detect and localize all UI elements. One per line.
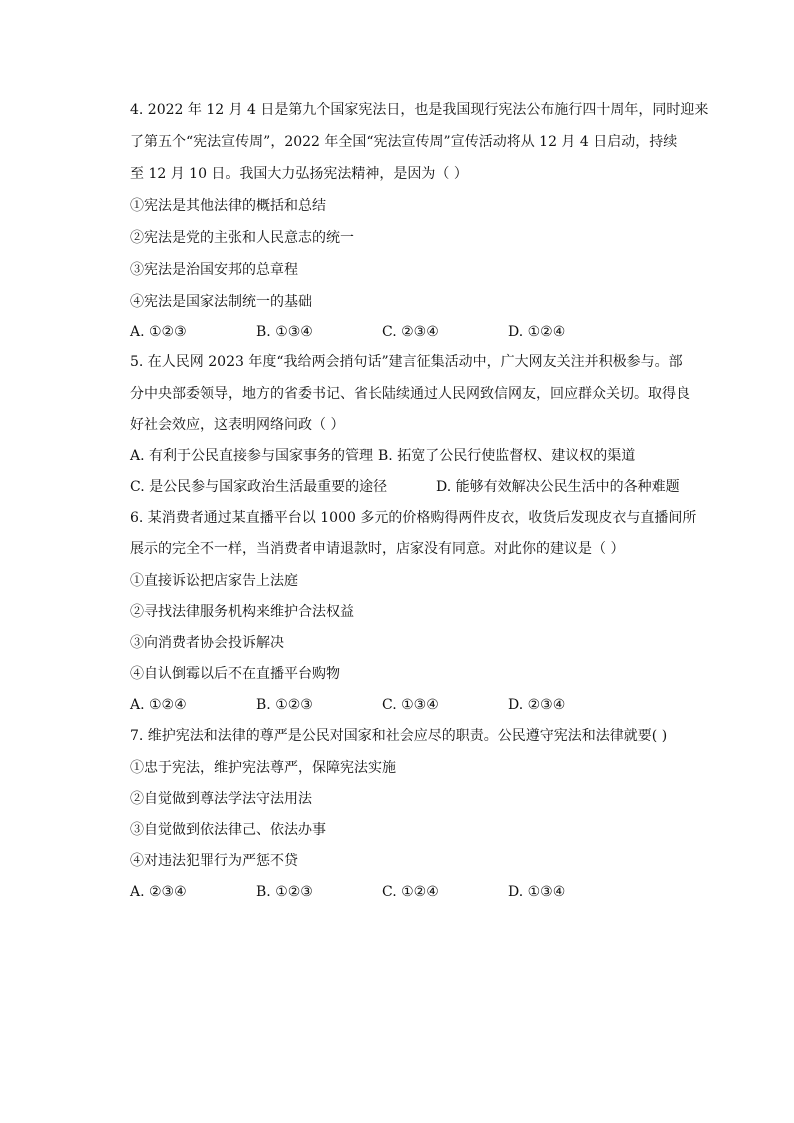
q6-item-3: ③向消费者协会投诉解决 bbox=[130, 635, 284, 651]
q7-item-4: ④对违法犯罪行为严惩不贷 bbox=[130, 853, 298, 869]
q4-stem-line-2: 了第五个“宪法宣传周”，2022 年全国“宪法宣传周”宣传活动将从 12 月 4 日启动，持续 bbox=[130, 134, 678, 150]
q6-option-a: A. ①②④ bbox=[130, 697, 187, 713]
q5-option-c: C. 是公民参与国家政治生活最重要的途径 bbox=[130, 479, 388, 495]
q7-option-a: A. ②③④ bbox=[130, 884, 187, 900]
q7-option-d: D. ①③④ bbox=[508, 884, 566, 900]
q4-stem-line-1: 4. 2022 年 12 月 4 日是第九个国家宪法日，也是我国现行宪法公布施行四十周年，同时迎来 bbox=[130, 102, 709, 118]
q4-item-4: ④宪法是国家法制统一的基础 bbox=[130, 294, 312, 310]
q4-item-2: ②宪法是党的主张和人民意志的统一 bbox=[130, 230, 354, 246]
q5-stem-line-3: 好社会效应，这表明网络问政（ ） bbox=[130, 417, 345, 433]
q4-item-3: ③宪法是治国安邦的总章程 bbox=[130, 262, 298, 278]
q5-stem-line-2: 分中央部委领导，地方的省委书记、省长陆续通过人民网致信网友，回应群众关切。取得良 bbox=[130, 386, 690, 402]
q4-stem-line-3: 至 12 月 10 日。我国大力弘扬宪法精神，是因为（ ） bbox=[130, 166, 468, 182]
q7-item-1: ①忠于宪法，维护宪法尊严，保障宪法实施 bbox=[130, 760, 396, 776]
q4-option-d: D. ①②④ bbox=[508, 324, 566, 340]
q7-option-c: C. ①②④ bbox=[382, 884, 439, 900]
q4-item-1: ①宪法是其他法律的概括和总结 bbox=[130, 198, 326, 214]
q6-stem-line-2: 展示的完全不一样，当消费者申请退款时，店家没有同意。对此你的建议是（ ） bbox=[130, 541, 625, 557]
q6-item-4: ④自认倒霉以后不在直播平台购物 bbox=[130, 666, 340, 682]
q5-stem-line-1: 5. 在人民网 2023 年度“我给两会捎句话”建言征集活动中，广大网友关注并积极参与。部 bbox=[130, 354, 683, 370]
q6-stem-line-1: 6. 某消费者通过某直播平台以 1000 多元的价格购得两件皮衣，收货后发现皮衣与直播间所 bbox=[130, 510, 697, 526]
q6-item-2: ②寻找法律服务机构来维护合法权益 bbox=[130, 604, 354, 620]
q6-option-b: B. ①②③ bbox=[256, 697, 313, 713]
q6-option-d: D. ②③④ bbox=[508, 697, 566, 713]
q6-option-c: C. ①③④ bbox=[382, 697, 439, 713]
q7-option-b: B. ①②③ bbox=[256, 884, 313, 900]
q7-item-2: ②自觉做到尊法学法守法用法 bbox=[130, 791, 312, 807]
q4-option-a: A. ①②③ bbox=[130, 324, 187, 340]
q5-option-b: B. 拓宽了公民行使监督权、建议权的渠道 bbox=[378, 448, 636, 464]
q7-stem-line-1: 7. 维护宪法和法律的尊严是公民对国家和社会应尽的职责。公民遵守宪法和法律就要( ) bbox=[130, 728, 668, 744]
q4-option-c: C. ②③④ bbox=[382, 324, 439, 340]
q6-item-1: ①直接诉讼把店家告上法庭 bbox=[130, 573, 298, 589]
q4-option-b: B. ①③④ bbox=[256, 324, 313, 340]
q5-option-d: D. 能够有效解决公民生活中的各种难题 bbox=[436, 479, 680, 495]
q7-item-3: ③自觉做到依法律己、依法办事 bbox=[130, 822, 326, 838]
q5-option-a: A. 有利于公民直接参与国家事务的管理 bbox=[130, 448, 374, 464]
